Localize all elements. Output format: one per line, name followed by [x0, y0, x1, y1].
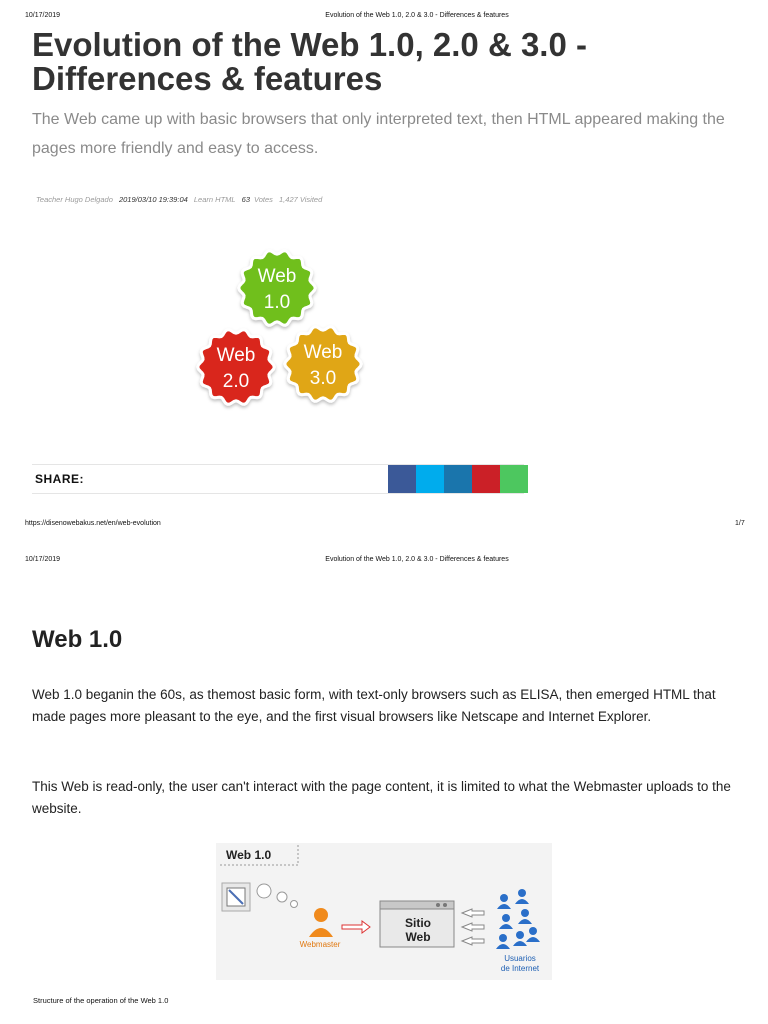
share-whatsapp-button[interactable] — [500, 465, 528, 493]
meta-visited: 1,427 Visited — [279, 195, 323, 204]
print-doc-title-page2: Evolution of the Web 1.0, 2.0 & 3.0 - Differences & features — [325, 556, 509, 563]
badge-web-1-line1: Web — [257, 266, 297, 287]
print-date-page2: 10/17/2019 — [25, 556, 61, 563]
badge-web-2-line1: Web — [216, 345, 256, 366]
article-lead: The Web came up with basic browsers that only interpreted text, then HTML appeared making the pages more friendly and easy to access. — [32, 111, 725, 157]
diagram-users-line2: de Internet — [500, 964, 540, 973]
section-paragraph-2: This Web is read-only, the user can't interact with the page content, it is limited to what the Webmaster uploads to the website. — [32, 779, 731, 816]
print-doc-title: Evolution of the Web 1.0, 2.0 & 3.0 - Differences & features — [325, 12, 509, 19]
diagram-site-line2: Web — [405, 930, 431, 944]
article-title: Evolution of the Web 1.0, 2.0 & 3.0 - Differences & features — [32, 26, 587, 97]
badge-web-2 — [198, 330, 274, 404]
diagram-caption: Structure of the operation of the Web 1.0 — [33, 996, 169, 1005]
meta-category[interactable]: Learn HTML — [193, 195, 236, 204]
meta-author[interactable]: Teacher Hugo Delgado — [36, 195, 113, 204]
print-date: 10/17/2019 — [25, 12, 61, 19]
share-bar — [32, 464, 524, 494]
share-linkedin-button[interactable] — [444, 465, 472, 493]
share-pinterest-button[interactable] — [472, 465, 500, 493]
diagram-webmaster-label: Webmaster — [299, 940, 341, 949]
print-page-number: 1/7 — [735, 520, 745, 527]
print-footer-url: https://disenowebakus.net/en/web-evolution — [25, 520, 161, 527]
badge-web-3-line1: Web — [303, 342, 343, 363]
share-twitter-button[interactable] — [416, 465, 444, 493]
badge-web-1-line2: 1.0 — [263, 292, 291, 313]
share-facebook-button[interactable] — [388, 465, 416, 493]
badge-web-2-line2: 2.0 — [222, 371, 250, 392]
badge-web-3 — [285, 327, 361, 401]
section-heading-web1: Web 1.0 — [32, 626, 123, 653]
section-paragraph-1: Web 1.0 beganin the 60s, as themost basic form, with text-only browsers such as ELISA, then emerged HTML that made pages more pleasant to the eye, and the first visual browsers like Netscape and Internet Explorer. — [32, 687, 716, 724]
meta-votes-count: 63 — [241, 195, 251, 204]
arrows-left-icon — [462, 909, 484, 945]
share-label: SHARE: — [35, 472, 85, 486]
article-meta — [36, 195, 326, 204]
diagram-site-line1: Sitio — [405, 916, 431, 930]
diagram-title: Web 1.0 — [226, 848, 272, 862]
web1-structure-diagram — [216, 843, 552, 980]
meta-datetime: 2019/03/10 19:39:04 — [118, 195, 188, 204]
badge-web-3-line2: 3.0 — [309, 368, 337, 389]
meta-votes-label: Votes — [254, 195, 273, 204]
web-versions-image — [190, 245, 380, 415]
diagram-users-line1: Usuarios — [504, 954, 536, 963]
editor-icon — [222, 883, 250, 911]
badge-web-1 — [239, 251, 315, 325]
